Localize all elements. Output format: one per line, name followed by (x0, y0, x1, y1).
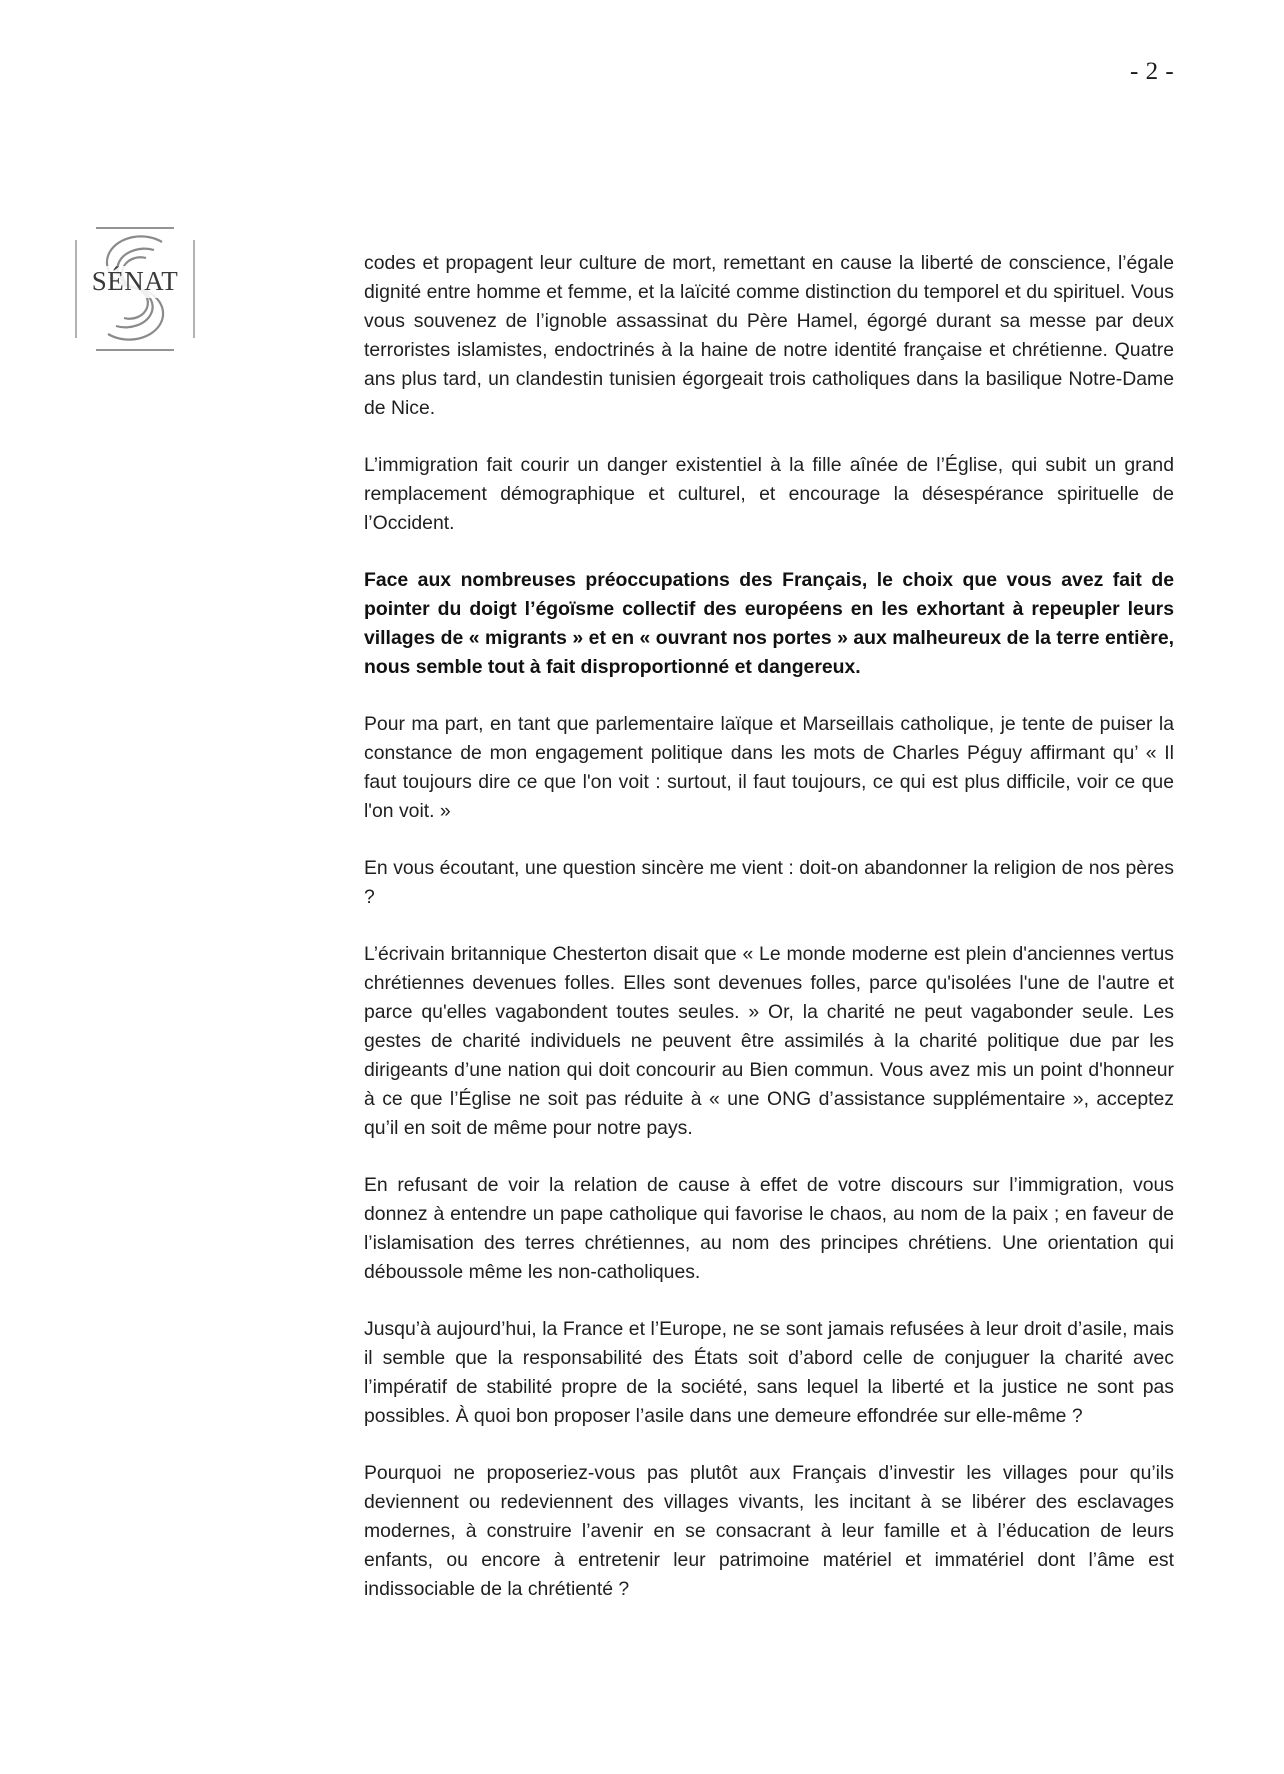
paragraph: codes et propagent leur culture de mort, remettant en cause la liberté de conscience, l’égale dignité entre homme et femme, et la laïcité comme distinction du temporel et du spirituel. Vous vous souvenez de l’ignoble assassinat du Père Hamel, égorgé durant sa messe par deux terroristes islamistes, endoctrinés à la haine de notre identité française et chrétienne. Quatre ans plus tard, un clandestin tunisien égorgeait trois catholiques dans la basilique Notre-Dame de Nice. (364, 252, 1174, 419)
paragraph: En refusant de voir la relation de cause à effet de votre discours sur l’immigration, vous donnez à entendre un pape catholique qui favorise le chaos, au nom de la paix ; en faveur de l’islamisation des terres chrétiennes, au nom des principes chrétiens. Une orientation qui déboussole même les non-catholiques. (364, 1174, 1174, 1283)
paragraph: L’immigration fait courir un danger existentiel à la fille aînée de l’Église, qui subit un grand remplacement démographique et culturel, et encourage la désespérance spirituelle de l’Occident. (364, 454, 1174, 534)
paragraph: Face aux nombreuses préoccupations des Français, le choix que vous avez fait de pointer du doigt l’égoïsme collectif des européens en les exhortant à repeupler leurs villages de « migrants » et en « ouvrant nos portes » aux malheureux de la terre entière, nous semble tout à fait disproportionné et dangereux. (364, 569, 1174, 678)
paragraph: Pourquoi ne proposeriez-vous pas plutôt aux Français d’investir les villages pour qu’ils deviennent ou redeviennent des villages vivants, les incitant à se libérer des esclavages modernes, à construire l’avenir en se consacrant à leur famille et à l’éducation de leurs enfants, ou encore à entretenir leur patrimoine matériel et immatériel dont l’âme est indissociable de la chrétienté ? (364, 1462, 1174, 1600)
senat-logo (74, 226, 196, 352)
paragraph: Pour ma part, en tant que parlementaire laïque et Marseillais catholique, je tente de puiser la constance de mon engagement politique dans les mots de Charles Péguy affirmant qu’ « Il faut toujours dire ce que l'on voit : surtout, il faut toujours, ce qui est plus difficile, voir ce que l'on voit. » (364, 713, 1174, 822)
paragraph: En vous écoutant, une question sincère me vient : doit-on abandonner la religion de nos pères ? (364, 857, 1174, 908)
letter-body (364, 249, 1174, 1632)
page-number: - 2 - (1130, 58, 1175, 85)
paragraph: L’écrivain britannique Chesterton disait que « Le monde moderne est plein d'anciennes vertus chrétiennes devenues folles. Elles sont devenues folles, parce qu'isolées l'une de l'autre et parce qu'elles vagabondent toutes seules. » Or, la charité ne peut vagabonder seule. Les gestes de charité individuels ne peuvent être assimilés à la charité politique due par les dirigeants d’une nation qui doit concourir au Bien commun. Vous avez mis un point d'honneur à ce que l’Église ne soit pas réduite à « une ONG d’assistance supplémentaire », acceptez qu’il en soit de même pour notre pays. (364, 943, 1174, 1139)
paragraph: Jusqu’à aujourd’hui, la France et l’Europe, ne se sont jamais refusées à leur droit d’asile, mais il semble que la responsabilité des États soit d’abord celle de conjuguer la charité avec l’impératif de stabilité propre de la société, sans lequel la liberté et la justice ne sont pas possibles. À quoi bon proposer l’asile dans une demeure effondrée sur elle-même ? (364, 1318, 1174, 1427)
logo-text: SÉNAT (91, 266, 179, 296)
